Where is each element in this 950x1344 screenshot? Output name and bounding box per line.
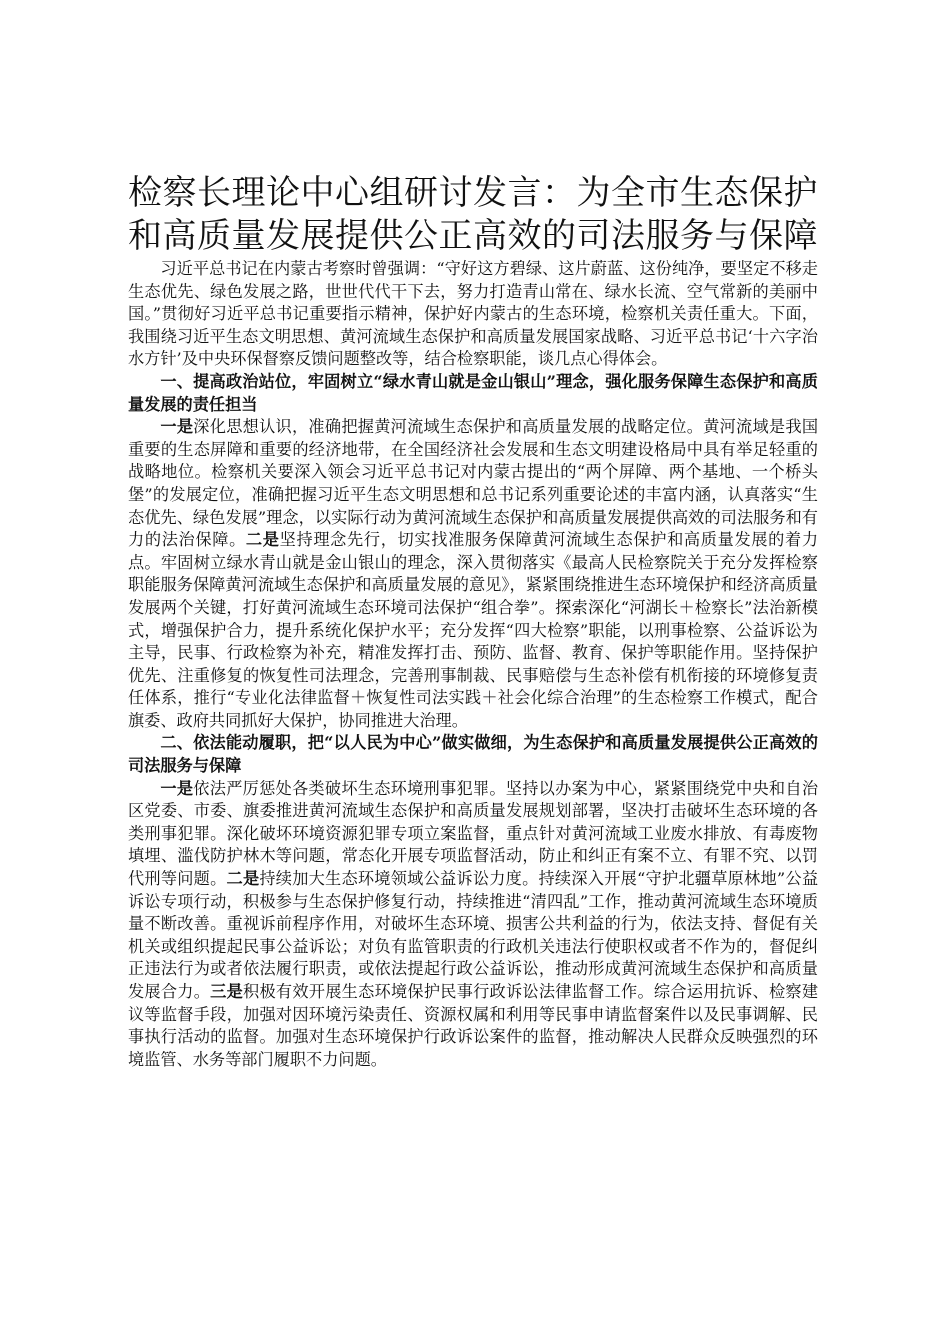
section-2-lead-3: 三是 [210, 982, 244, 1001]
section-2-lead-1: 一是 [160, 778, 194, 798]
section-2-text-1: 依法严厉惩处各类破坏生态环境刑事犯罪。坚持以办案为中心，紧紧围绕党中央和自治区党委、市委、旗委推进黄河流域生态保护和高质量发展规划部署，坚决打击破坏生态环境的各类刑事犯罪。深化破坏环境资源犯罪专项立案监督，重点针对黄河流域工业废水排放、有毒废物填埋、滥伐防护林木等问题，常态化开展专项监督活动，防止和纠正有案不立、有罪不究、以罚代刑等问题。 [128, 778, 819, 889]
section-2-lead-2: 二是 [226, 869, 260, 889]
section-2-paragraph [128, 778, 818, 1072]
section-1-paragraph [128, 416, 818, 732]
document-body [128, 258, 818, 1071]
section-2-text-3: 积极有效开展生态环境保护民事行政诉讼法律监督工作。综合运用抗诉、检察建议等监督手段，加强对因环境污染责任、资源权属和利用等民事申请监督案件以及民事调解、民事执行活动的监督。加强对生态环境保护行政诉讼案件的监督，推动解决人民群众反映强烈的环境监管、水务等部门履职不力问题。 [128, 982, 819, 1069]
intro-paragraph: 习近平总书记在内蒙古考察时曾强调：“守好这方碧绿、这片蔚蓝、这份纯净，要坚定不移走生态优先、绿色发展之路，世世代代干下去，努力打造青山常在、绿水长流、空气常新的美丽中国。”贯彻好习近平总书记重要指示精神，保护好内蒙古的生态环境，检察机关责任重大。下面，我围绕习近平生态文明思想、黄河流域生态保护和高质量发展国家战略、习近平总书记‘十六字治水方针’及中央环保督察反馈问题整改等，结合检察职能，谈几点心得体会。 [128, 259, 818, 369]
document-page [128, 172, 818, 1071]
section-1-text-2: 坚持理念先行，切实找准服务保障黄河流域生态保护和高质量发展的着力点。牢固树立绿水青山就是金山银山的理念，深入贯彻落实《最高人民检察院关于充分发挥检察职能服务保障黄河流域生态保护和高质量发展的意见》，紧紧围绕推进生态环境保护和经济高质量发展两个关键，打好黄河流域生态环境司法保护“组合拳”。探索深化“河湖长＋检察长”法治新模式，增强保护合力，提升系统化保护水平；充分发挥“四大检察”职能，以刑事检察、公益诉讼为主导，民事、行政检察为补充，精准发挥打击、预防、监督、教育、保护等职能作用。坚持保护优先、注重修复的恢复性司法理念，完善刑事制裁、民事赔偿与生态补偿有机衔接的环境修复责任体系，推行“专业化法律监督＋恢复性司法实践＋社会化综合治理”的生态检察工作模式，配合旗委、政府共同抓好大保护，协同推进大治理。 [128, 530, 819, 730]
section-2-text-2: 持续加大生态环境领域公益诉讼力度。持续深入开展“守护北疆草原林地”公益诉讼专项行动，积极参与生态保护修复行动，持续推进“清四乱”工作，推动黄河流域生态环境质量不断改善。重视诉前程序作用，对破坏生态环境、损害公共利益的行为，依法支持、督促有关机关或组织提起民事公益诉讼；对负有监管职责的行政机关违法行使职权或者不作为的，督促纠正违法行为或者依法履行职责，或依法提起行政公益诉讼，推动形成黄河流域生态保护和高质量发展合力。 [128, 869, 819, 1001]
title-line-2: 和高质量发展提供公正高效的司法服务与保障 [128, 216, 818, 256]
section-2-heading: 二、依法能动履职，把“以人民为中心”做实做细，为生态保护和高质量发展提供公正高效的司法服务与保障 [128, 733, 818, 776]
title-line-1: 检察长理论中心组研讨发言：为全市生态保护 [128, 173, 818, 213]
section-1-lead-1: 一是 [160, 417, 194, 437]
section-1-heading: 一、提高政治站位，牢固树立“绿水青山就是金山银山”理念，强化服务保障生态保护和高质量发展的责任担当 [128, 371, 818, 414]
document-title [128, 172, 818, 258]
section-1-lead-2: 二是 [245, 530, 280, 550]
section-1-text-1: 深化思想认识，准确把握黄河流域生态保护和高质量发展的战略定位。黄河流域是我国重要的生态屏障和重要的经济地带，在全国经济社会发展和生态文明建设格局中具有举足轻重的战略地位。检察机关要深入领会习近平总书记对内蒙古提出的“两个屏障、两个基地、一个桥头堡”的发展定位，准确把握习近平生态文明思想和总书记系列重要论述的丰富内涵，认真落实“生态优先、绿色发展”理念，以实际行动为黄河流域生态保护和高质量发展提供高效的司法服务和有力的法治保障。 [128, 417, 819, 550]
